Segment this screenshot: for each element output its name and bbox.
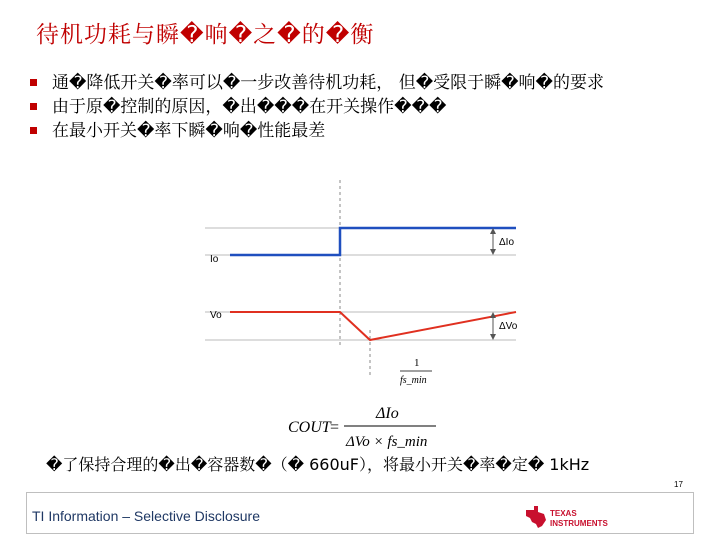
slide-title: 待机功耗与瞬�响�之�的�衡	[36, 22, 375, 48]
io-label: Io	[210, 254, 219, 265]
delta-io-arrowhead-down	[490, 249, 496, 255]
delta-vo-label: ΔVo	[499, 321, 518, 332]
io-trace	[230, 228, 516, 255]
formula-lhs: COUT	[288, 419, 331, 436]
vo-trace	[230, 312, 516, 340]
tick-denominator: fs_min	[400, 375, 427, 386]
bullet-text: 在最小开关�率下瞬�响�性能最差	[52, 121, 326, 141]
bullet-text: 由于原�控制的原因，�出���在开关操作���	[52, 97, 447, 117]
delta-io-label: ΔIo	[499, 237, 515, 248]
vo-label: Vo	[210, 310, 222, 321]
bullet-text: 通�降低开关�率可以�一步改善待机功耗， 但�受限于瞬�响�的要求	[52, 73, 604, 93]
formula-numerator: ΔIo	[376, 405, 399, 422]
texas-state-logo-icon	[526, 506, 546, 528]
delta-vo-arrowhead-down	[490, 334, 496, 340]
tick-numerator: 1	[414, 357, 420, 369]
formula-denominator: ΔVo × fs_min	[346, 434, 428, 450]
formula-equals: =	[330, 419, 340, 436]
texas-instruments-logo	[524, 506, 624, 530]
conclusion-note: �了保持合理的�出�容器数�（� 660uF），将最小开关�率�定� 1kHz	[46, 455, 590, 474]
logo-line2: INSTRUMENTS	[550, 519, 608, 528]
logo-line1: TEXAS	[550, 509, 577, 518]
footer-disclosure: TI Information – Selective Disclosure	[32, 508, 260, 524]
page-number: 17	[674, 480, 683, 489]
